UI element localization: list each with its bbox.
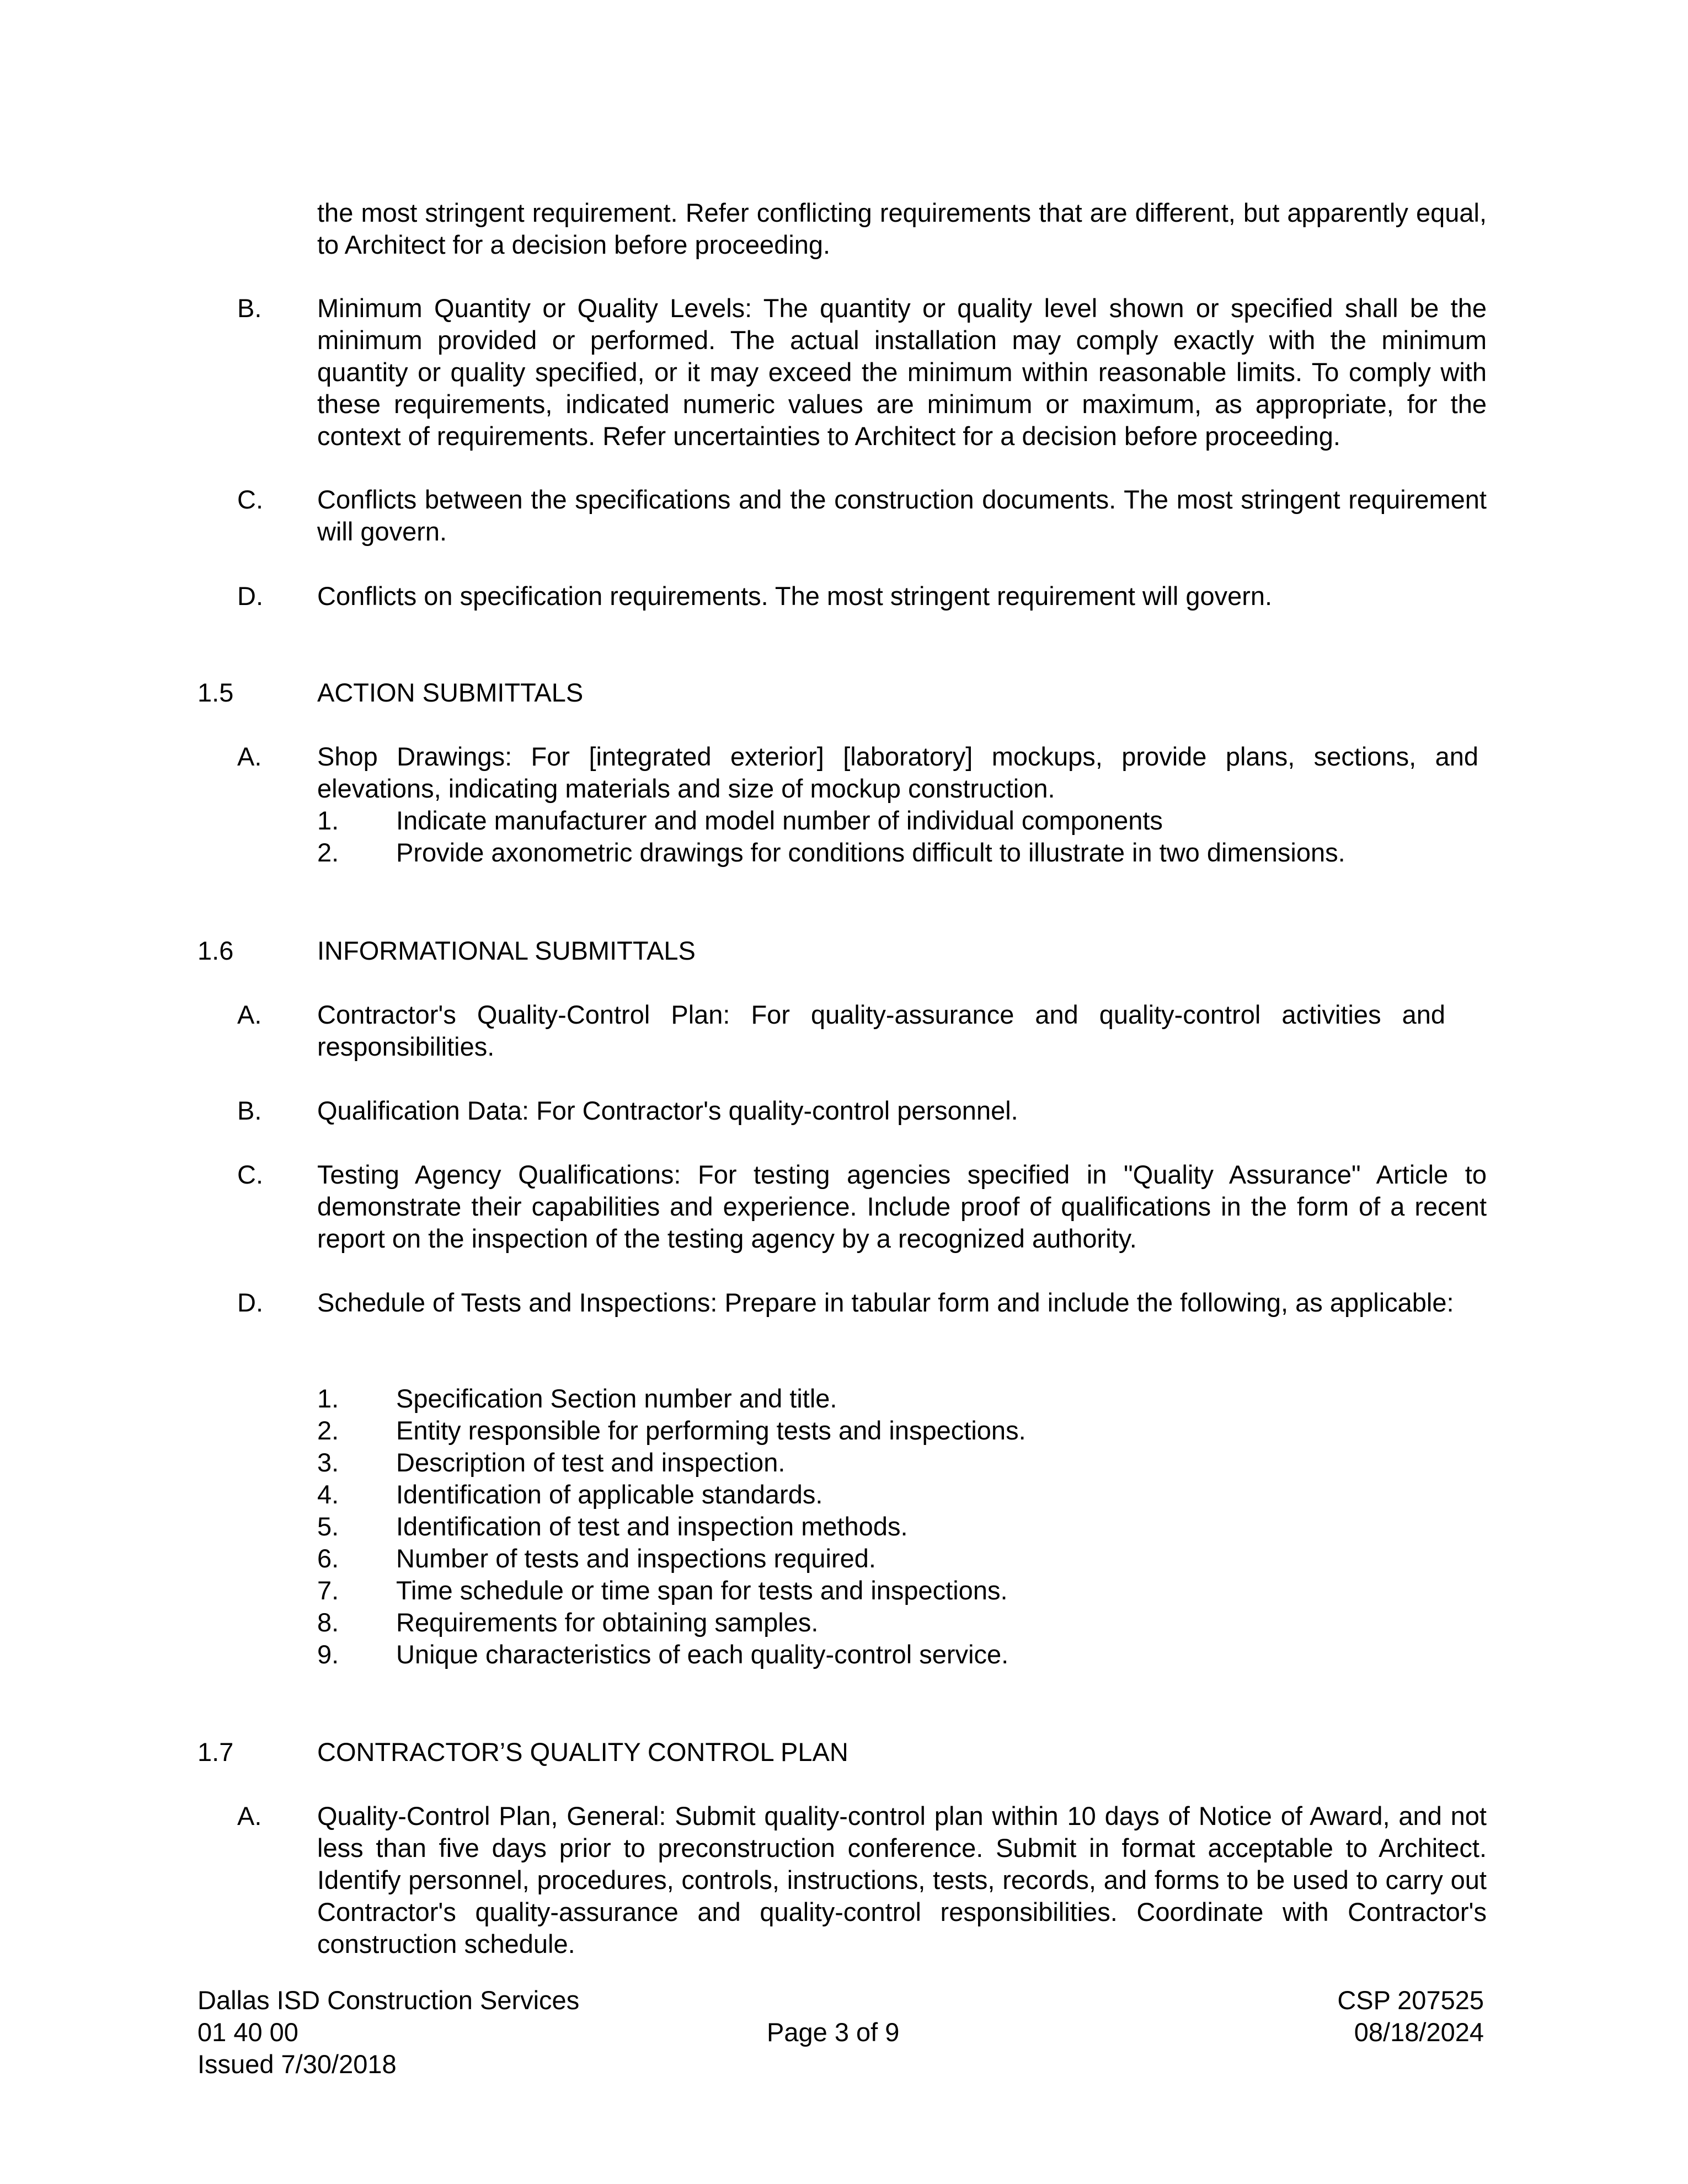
schedule-item: Entity responsible for performing tests and inspections. — [396, 1416, 1026, 1445]
schedule-number: 6. — [317, 1544, 339, 1573]
subitem-text: Provide axonometric drawings for conditions difficult to illustrate in two dimensions. — [396, 838, 1345, 867]
footer-page-number: Page 3 of 9 — [767, 2017, 900, 2047]
schedule-number: 3. — [317, 1448, 339, 1477]
schedule-number: 2. — [317, 1416, 339, 1445]
schedule-item: Description of test and inspection. — [396, 1448, 786, 1477]
item-letter: C. — [237, 1160, 263, 1189]
item-letter: A. — [237, 742, 262, 771]
section-number: 1.5 — [197, 678, 234, 707]
footer-issued: Issued 7/30/2018 — [197, 2049, 397, 2079]
schedule-item: Identification of test and inspection methods. — [396, 1512, 908, 1541]
item-letter: D. — [237, 1288, 263, 1317]
item-letter: A. — [237, 1000, 262, 1029]
item-letter: B. — [237, 293, 262, 323]
schedule-item: Unique characteristics of each quality-control service. — [396, 1640, 1009, 1669]
item-text: Schedule of Tests and Inspections: Prepare in tabular form and include the following, as applicable: — [317, 1288, 1454, 1317]
schedule-item: Requirements for obtaining samples. — [396, 1608, 819, 1637]
item-text: Quality-Control Plan, General: Submit quality-control plan within 10 days of Notice of Award, and not less than five days prior to preconstruction conference. Submit in format acceptable to Architect. Identify personnel, procedures, controls, instructions, tests, records, and forms to be used to carry out Contractor's quality-assurance and quality-control responsibilities. Coordinate with Contractor's construction schedule. — [317, 1801, 1487, 1958]
footer-date: 08/18/2024 — [1354, 2017, 1484, 2047]
schedule-number: 5. — [317, 1512, 339, 1541]
item-text: Conflicts on specification requirements. The most stringent requirement will govern. — [317, 581, 1273, 611]
schedule-number: 1. — [317, 1384, 339, 1413]
item-text: Conflicts between the specifications and the construction documents. The most stringent requirement will govern. — [317, 485, 1487, 546]
section-title: CONTRACTOR’S QUALITY CONTROL PLAN — [317, 1737, 848, 1767]
subitem-number: 1. — [317, 806, 339, 835]
schedule-number: 4. — [317, 1480, 339, 1509]
item-letter: A. — [237, 1801, 262, 1830]
schedule-number: 9. — [317, 1640, 339, 1669]
item-text: Contractor's Quality-Control Plan: For quality-assurance and quality-control activities and responsibilities. — [317, 1000, 1445, 1061]
schedule-number: 7. — [317, 1576, 339, 1605]
schedule-number: 8. — [317, 1608, 339, 1637]
schedule-item: Identification of applicable standards. — [396, 1480, 823, 1509]
schedule-item: Specification Section number and title. — [396, 1384, 837, 1413]
footer-org: Dallas ISD Construction Services — [197, 1985, 580, 2015]
section-title: ACTION SUBMITTALS — [317, 678, 584, 707]
item-text: Testing Agency Qualifications: For testing agencies specified in "Quality Assurance" Article to demonstrate their capabilities and experience. Include proof of qualifications in the form of a recent report on the inspection of the testing agency by a recognized authority. — [317, 1160, 1487, 1253]
schedule-item: Time schedule or time span for tests and inspections. — [396, 1576, 1008, 1605]
item-text: Shop Drawings: For [integrated exterior] [laboratory] mockups, provide plans, sections, and elevations, indicating materials and size of mockup construction. — [317, 742, 1478, 803]
footer-project-number: CSP 207525 — [1337, 1985, 1484, 2015]
item-text: Qualification Data: For Contractor's quality-control personnel. — [317, 1096, 1018, 1125]
continuation-paragraph: the most stringent requirement. Refer conflicting requirements that are different, but apparently equal, to Architect for a decision before proceeding. — [317, 198, 1487, 259]
subitem-number: 2. — [317, 838, 339, 867]
section-number: 1.6 — [197, 936, 234, 965]
item-letter: C. — [237, 485, 263, 514]
section-title: INFORMATIONAL SUBMITTALS — [317, 936, 696, 965]
section-number: 1.7 — [197, 1737, 234, 1767]
schedule-item: Number of tests and inspections required. — [396, 1544, 876, 1573]
item-letter: B. — [237, 1096, 262, 1125]
footer-section-code: 01 40 00 — [197, 2017, 298, 2047]
subitem-text: Indicate manufacturer and model number of individual components — [396, 806, 1163, 835]
item-text: Minimum Quantity or Quality Levels: The quantity or quality level shown or specified shall be the minimum provided or performed. The actual installation may comply exactly with the minimum quantity or quality specified, or it may exceed the minimum within reasonable limits. To comply with these requirements, indicated numeric values are minimum or maximum, as appropriate, for the context of requirements. Refer uncertainties to Architect for a decision before proceeding. — [317, 293, 1487, 451]
item-letter: D. — [237, 581, 263, 611]
